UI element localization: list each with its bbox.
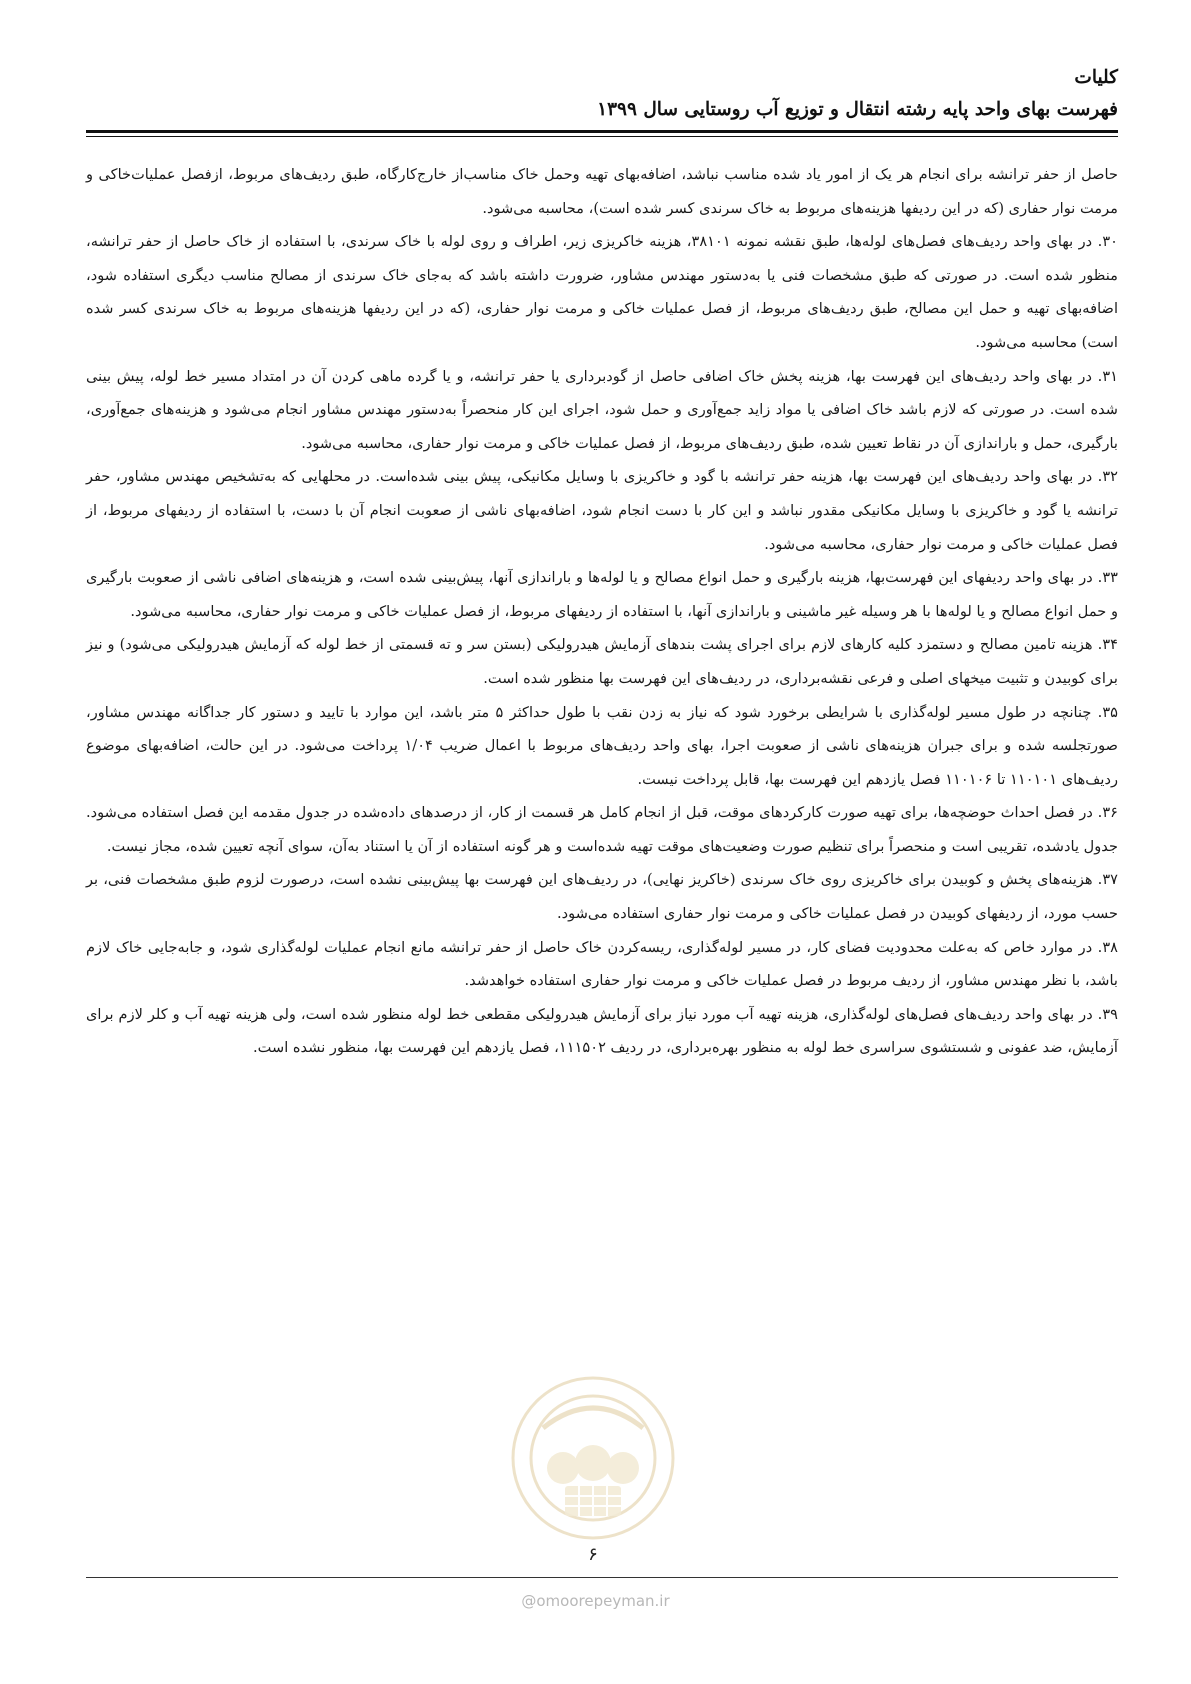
paragraph-32: ۳۲. در بهای واحد ردیف‌های این فهرست بها، هزینه حفر ترانشه با گود و خاکریزی با وسایل مکانیکی، پیش بینی شده‌است. در محلهایی که به‌تشخیص مهندس مشاور، حفر ترانشه یا گود و خاکریزی با وسایل مکانیکی مقدور نباشد و این کار با دست انجام شود، اضافه‌بهای ناشی از صعوبت انجام آن با دست، با استفاده از ردیفهای مربوط، از فصل عملیات خاکی و مرمت نوار حفاری، محاسبه می‌شود. <box>86 468 1118 553</box>
paragraph-35: ۳۵. چنانچه در طول مسیر لوله‌گذاری با شرایطی برخورد شود که نیاز به زدن نقب با طول حداکثر ۵ متر باشد، این موارد با تایید و دستور کار جداگانه مهندس مشاور، صورتجلسه شده و برای جبران هزینه‌های ناشی از صعوبت اجرا، بهای واحد ردیف‌های مربوط با اعمال ضریب ۱/۰۴ پرداخت می‌شود. در این حالت، اضافه‌بهای موضوع ردیف‌های ۱۱۰۱۰۱ تا ۱۱۰۱۰۶ فصل یازدهم این فهرست بها، قابل پرداخت نیست. <box>86 703 1119 788</box>
document-subtitle: فهرست بهای واحد پایه رشته انتقال و توزیع آب روستایی سال ۱۳۹۹ <box>597 99 1118 120</box>
paragraph-30: ۳۰. در بهای واحد ردیف‌های فصل‌های لوله‌ها، طبق نقشه نمونه ۳۸۱۰۱، هزینه خاکریزی زیر، اطراف و روی لوله با خاک سرندی، با استفاده از خاک حاصل از حفر ترانشه، منظور شده است. در صورتی که طبق مشخصات فنی یا به‌دستور مهندس مشاور، ضرورت داشته باشد که به‌جای خاک سرندی از مصالح مناسب دیگری استفاده شود، اضافه‌بهای تهیه و حمل این مصالح، طبق ردیف‌های مربوط، از فصل عملیات خاکی و مرمت نوار حفاری، (که در این ردیفها هزینه‌های مربوط به خاک سرندی کسر شده است) محاسبه می‌شود. <box>86 233 1119 351</box>
footer-rule <box>86 1577 1118 1578</box>
page-header <box>86 62 1118 126</box>
header-rule-thick <box>86 130 1118 133</box>
paragraph-continuation: حاصل از حفر ترانشه برای انجام هر یک از امور یاد شده مناسب نباشد، اضافه‌بهای تهیه وحمل خاک مناسب‌از خارج‌کارگاه، طبق ردیف‌های مربوط، ازفصل عملیات‌خاکی و مرمت نوار حفاری (که در این ردیفها هزینه‌های مربوط به خاک سرندی کسر شده است)، محاسبه می‌شود. <box>86 166 1118 217</box>
paragraph-39: ۳۹. در بهای واحد ردیف‌های فصل‌های لوله‌گذاری، هزینه تهیه آب مورد نیاز برای آزمایش هیدرولیکی مقطعی خط لوله منظور شده است، ولی هزینه تهیه آب و کلر لازم برای آزمایش، ضد عفونی و شستشوی سراسری خط لوله به منظور بهره‌برداری، در ردیف ۱۱۱۵۰۲، فصل یازدهم این فهرست بها، منظور نشده است. <box>86 1005 1118 1057</box>
gear-seal-logo-icon <box>503 1368 683 1548</box>
paragraph-37: ۳۷. هزینه‌های پخش و کوبیدن برای خاکریزی روی خاک سرندی (خاکریز نهایی)، در ردیف‌های این فهرست بها پیش‌بینی نشده است، درصورت لزوم طبق مشخصات فنی، بر حسب مورد، از ردیفهای کوبیدن در فصل عملیات خاکی و مرمت نوار حفاری استفاده می‌شود. <box>86 871 1118 923</box>
header-rule-thin <box>86 136 1118 137</box>
page-number: ۶ <box>588 1544 598 1565</box>
page-title: کلیات <box>1074 67 1118 88</box>
paragraph-36: ۳۶. در فصل احداث حوضچه‌ها، برای تهیه صورت کارکردهای موقت، قبل از انجام کامل هر قسمت از کار، از درصدهای داده‌شده در جدول مقدمه این فصل استفاده می‌شود. جدول یادشده، تقریبی است و منحصراً برای تنظیم صورت وضعیت‌های موقت تهیه شده‌است و هر گونه استفاده از آن یا استناد به‌آن، سوای آنچه تعیین شده، مجاز نیست. <box>86 804 1118 855</box>
paragraph-31: ۳۱. در بهای واحد ردیف‌های این فهرست بها، هزینه پخش خاک اضافی حاصل از گودبرداری یا حفر ترانشه، و یا گرده ماهی کردن آن در امتداد مسیر خط لوله، پیش بینی شده است. در صورتی که لازم باشد خاک اضافی یا مواد زاید جمع‌آوری و حمل شود، اجرای این کار منحصراً به‌دستور مهندس مشاور انجام می‌شود و هزینه‌های جمع‌آوری، بارگیری، حمل و باراندازی آن در نقاط تعیین شده، طبق ردیف‌های مربوط، از فصل عملیات خاکی و مرمت نوار حفاری، محاسبه می‌شود. <box>86 367 1118 452</box>
document-body <box>86 158 1118 1065</box>
paragraph-34: ۳۴. هزینه تامین مصالح و دستمزد کلیه کارهای لازم برای اجرای پشت بندهای آزمایش هیدرولیکی (بستن سر و ته قسمتی از خط لوله که آزمایش هیدرولیکی می‌شود) و نیز برای کوبیدن و تثبیت میخهای اصلی و فرعی نقشه‌برداری، در ردیف‌های این فهرست بها منظور شده است. <box>86 636 1118 687</box>
paragraph-38: ۳۸. در موارد خاص که به‌علت محدودیت فضای کار، در مسیر لوله‌گذاری، ریسه‌کردن خاک حاصل از حفر ترانشه مانع انجام عملیات لوله‌گذاری شود، و جابه‌جایی خاک لازم باشد، با نظر مهندس مشاور، از ردیف مربوط در فصل عملیات خاکی و مرمت نوار حفاری استفاده خواهدشد. <box>86 938 1118 990</box>
footer-watermark-url: @omoorepeyman.ir <box>521 1592 670 1610</box>
paragraph-33: ۳۳. در بهای واحد ردیفهای این فهرست‌بها، هزینه بارگیری و حمل انواع مصالح و یا لوله‌ها و باراندازی آنها، پیش‌بینی شده است، و هزینه‌های اضافی ناشی از صعوبت بارگیری و حمل انواع مصالح و یا لوله‌ها با هر وسیله غیر ماشینی و باراندازی آنها، با استفاده از ردیفهای مربوط، از فصل عملیات خاکی و مرمت نوار حفاری، محاسبه می‌شود. <box>86 569 1118 620</box>
